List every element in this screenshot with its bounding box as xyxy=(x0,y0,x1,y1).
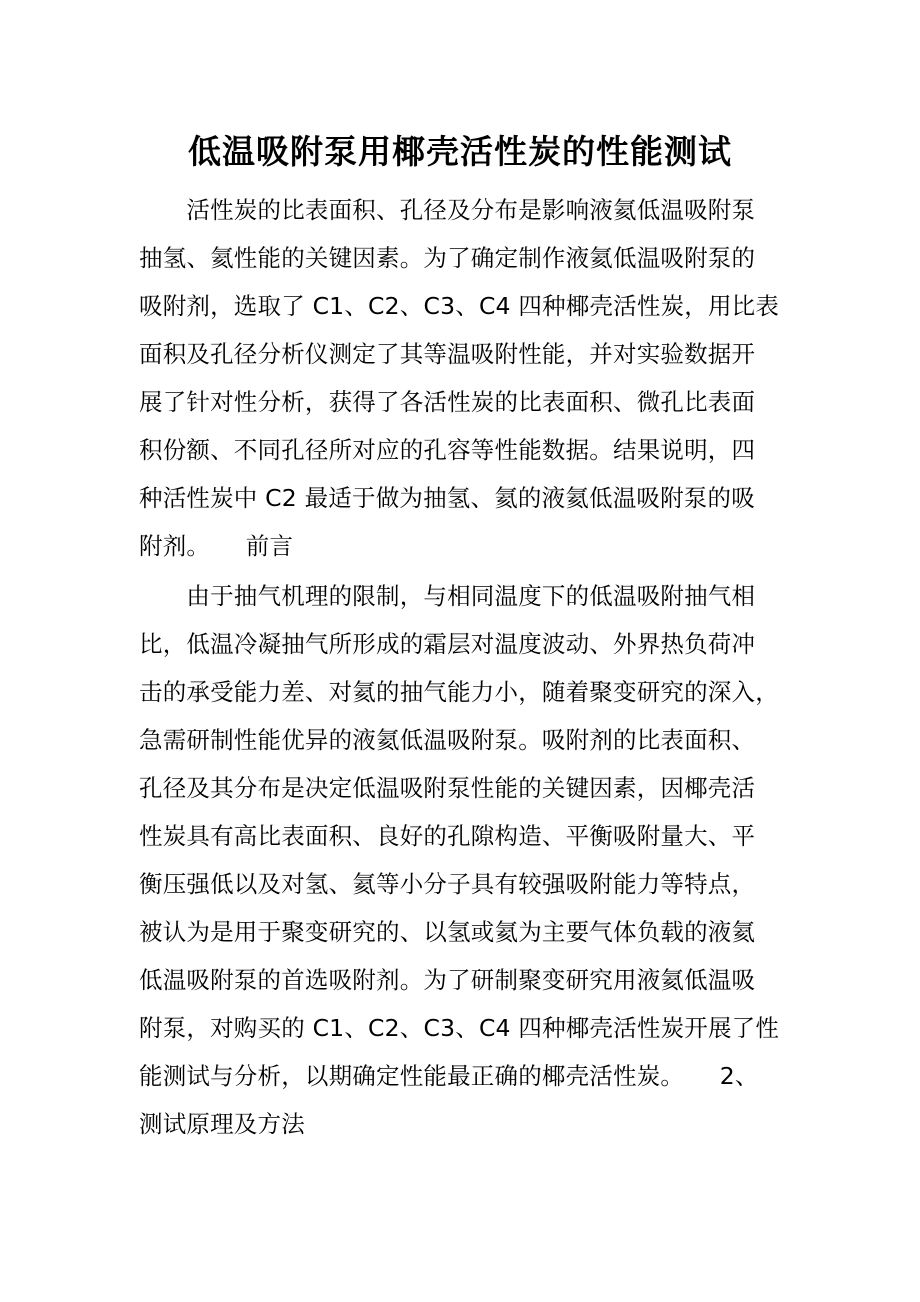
text-line: 种活性炭中 C2 最适于做为抽氢、氦的液氦低温吸附泵的吸 xyxy=(139,484,755,512)
text-line: 测试原理及方法 xyxy=(139,1110,305,1138)
text-line: 低温吸附泵的首选吸附剂。为了研制聚变研究用液氦低温吸 xyxy=(139,966,756,994)
text-line: 孔径及其分布是决定低温吸附泵性能的关键因素，因椰壳活 xyxy=(139,774,756,802)
text-line: 衡压强低以及对氢、氦等小分子具有较强吸附能力等特点， xyxy=(139,870,756,898)
text-line: 击的承受能力差、对氦的抽气能力小，随着聚变研究的深入， xyxy=(139,678,779,706)
text-line: 急需研制性能优异的液氦低温吸附泵。吸附剂的比表面积、 xyxy=(139,726,756,754)
text-line: 积份额、不同孔径所对应的孔容等性能数据。结果说明，四 xyxy=(139,436,756,464)
text-line: 附泵，对购买的 C1、C2、C3、C4 四种椰壳活性炭开展了性 xyxy=(139,1014,780,1042)
text-line: 展了针对性分析，获得了各活性炭的比表面积、微孔比表面 xyxy=(139,388,756,416)
text-line: 附剂。 前言 xyxy=(139,532,294,560)
text-line: 性炭具有高比表面积、良好的孔隙构造、平衡吸附量大、平 xyxy=(139,822,756,850)
document-title: 低温吸附泵用椰壳活性炭的性能测试 xyxy=(188,132,732,171)
text-line: 活性炭的比表面积、孔径及分布是影响液氦低温吸附泵 xyxy=(139,196,756,224)
text-line: 由于抽气机理的限制，与相同温度下的低温吸附抽气相 xyxy=(139,582,756,610)
text-line: 面积及孔径分析仪测定了其等温吸附性能，并对实验数据开 xyxy=(139,340,756,368)
text-line: 吸附剂，选取了 C1、C2、C3、C4 四种椰壳活性炭，用比表 xyxy=(139,292,780,320)
text-line: 被认为是用于聚变研究的、以氢或氦为主要气体负载的液氦 xyxy=(139,918,756,946)
text-line: 比，低温冷凝抽气所形成的霜层对温度波动、外界热负荷冲 xyxy=(139,630,756,658)
text-line: 能测试与分析，以期确定性能最正确的椰壳活性炭。 2、 xyxy=(139,1062,759,1090)
text-line: 抽氢、氦性能的关键因素。为了确定制作液氦低温吸附泵的 xyxy=(139,244,756,272)
